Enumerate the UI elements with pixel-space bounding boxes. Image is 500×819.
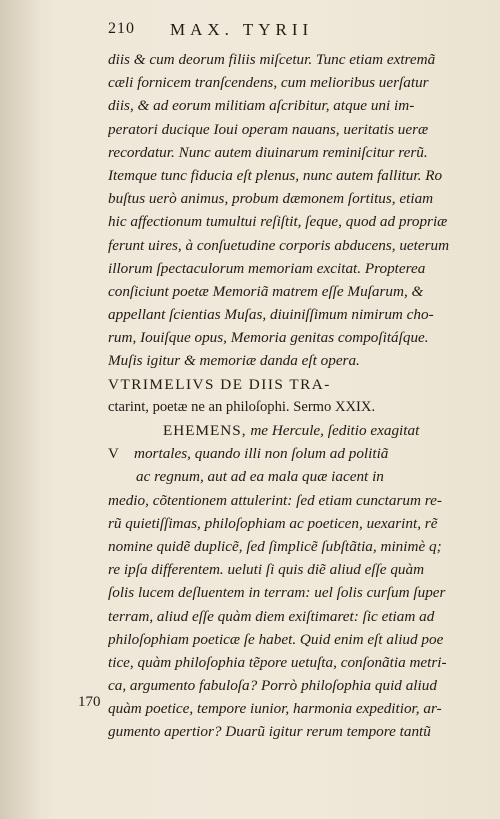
text-line: Itemque tunc fiducia eſt plenus, nunc autem fallitur. Ro xyxy=(108,166,443,184)
text-line: ferunt uires, à conſuetudine corporis abducens, ueterum xyxy=(108,236,450,254)
first-word-smallcaps: EHEMENS, xyxy=(163,422,247,439)
text-line: ſolis lucem deſluentem in terram: uel ſolis curſum ſuper xyxy=(108,584,446,602)
text-line: diis & cum deorum filiis miſcetur. Tunc etiam extremã xyxy=(108,51,436,68)
text-line: tice, quàm philoſophia tẽpore uetuſta, conſonãtia metri- xyxy=(108,653,447,671)
text-line: buſtus uerò animus, probum dæmonem ſortitus, etiam xyxy=(108,190,434,208)
text-line: Muſis igitur & memoriæ danda eſt opera. xyxy=(108,352,360,370)
text-line: rum, Iouiſque opus, Memoria genitas compoſitáſque. xyxy=(108,329,429,347)
text-line: recordatur. Nunc autem diuinarum reminiſcitur rerũ. xyxy=(108,143,428,161)
text-line: hic affectionum tumultui reſiſtit, ſeque, quod ad propriæ xyxy=(108,213,448,231)
body-text xyxy=(108,48,464,744)
section-heading-continued: ctarint, poetæ ne an philoſophi. Sermo XXIX. xyxy=(108,398,376,415)
text-line: appellant ſcientias Muſas, diuiniſſimum nimirum cho- xyxy=(108,306,434,324)
margin-number: 170 xyxy=(78,694,101,710)
text-line: gumento apertior? Duarũ igitur rerum tempore tantũ xyxy=(108,723,431,741)
text-line: terram, aliud eſſe quàm diem exiſtimaret: ſic etiam ad xyxy=(108,607,435,625)
text-line: illorum ſpectaculorum memoriam excitat. Propterea xyxy=(108,259,426,277)
page-number: 210 xyxy=(108,20,135,37)
text-line: conſiciunt poetæ Memoriã matrem eſſe Muſarum, & xyxy=(108,282,424,300)
text-line: quàm poetice, tempore iunior, harmonia expeditior, ar- xyxy=(108,700,442,718)
text-line: nomine quidẽ duplicẽ, ſed ſimplicẽ ſubſtãtia, minimè q; xyxy=(108,537,442,555)
text-line: mortales, quando illi non ſolum ad politiã xyxy=(134,445,389,463)
drop-cap-line xyxy=(108,442,464,465)
gutter-shadow xyxy=(0,0,40,819)
text-line: peratori ducique Ioui operam nauans, ueritatis ueræ xyxy=(108,120,429,138)
text-line: ac regnum, aut ad ea mala quæ iacent in xyxy=(136,468,384,486)
text-line: cæli fornicem tranſcendens, cum melioribus uerſatur xyxy=(108,74,429,92)
text-line: philoſophiam poeticæ ſe habet. Quid enim eſt aliud poe xyxy=(108,630,444,648)
running-title: MAX. TYRII xyxy=(170,20,314,39)
page-header xyxy=(108,20,468,42)
text-line: diis, & ad eorum militiam aſcribitur, atque uni im- xyxy=(108,97,415,115)
text-line: ca, argumento fabuloſa? Porrò philoſophia quid aliud xyxy=(108,677,437,695)
text-line: rũ quietiſſimas, philoſophiam ac poeticen, uexarint, rẽ xyxy=(108,514,438,532)
first-line xyxy=(108,419,464,442)
first-line-rest: me Hercule, ſeditio exagitat xyxy=(246,422,420,439)
drop-cap: V xyxy=(108,446,119,463)
text-line: re ipſa differentem. ueluti ſi quis diẽ aliud eſſe quàm xyxy=(108,561,425,579)
text-line: medio, cõtentionem attulerint: ſed etiam cunctarum re- xyxy=(108,491,442,509)
section-heading: VTRIMELIVS DE DIIS TRA- xyxy=(108,375,331,393)
